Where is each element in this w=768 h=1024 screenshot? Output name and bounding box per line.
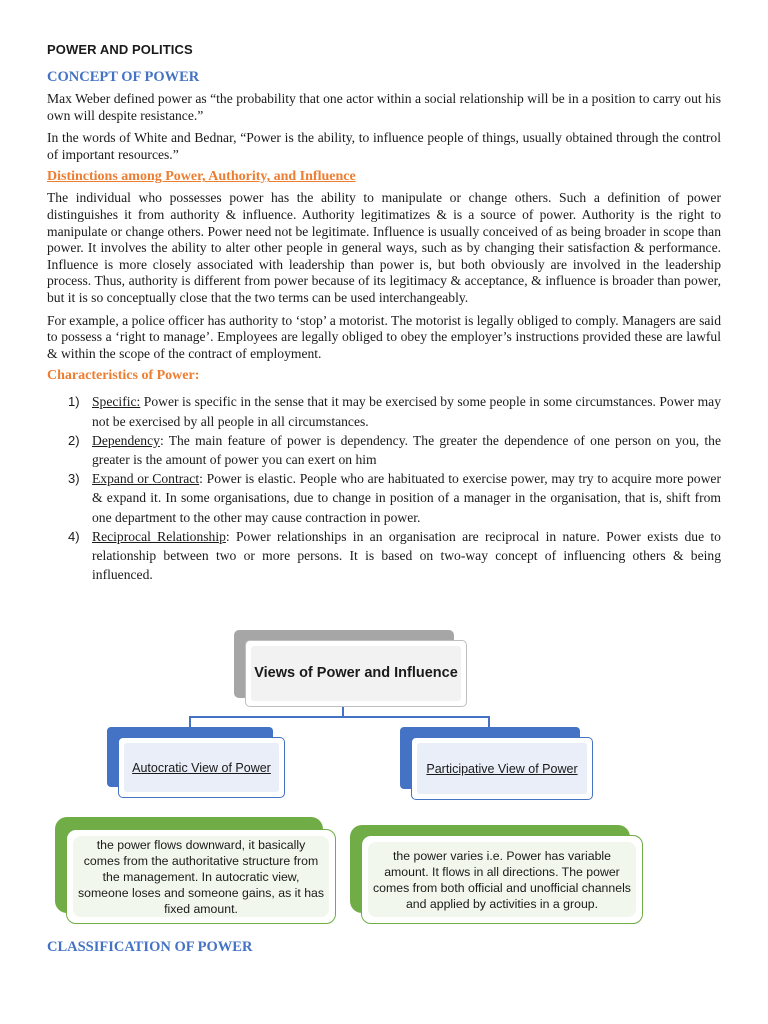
term-description: : Power is elastic. People who are habituated to exercise power, may try to acquire more power & expand it. In some organisations, due to change in position of a manager in the organisation, that is, shift from one department to the other may cause contraction in power. [92,471,721,525]
list-item [68,392,721,430]
participative-description: the power varies i.e. Power has variable amount. It flows in all directions. The power comes from both official and unofficial channels and applied by activities in a group. [373,848,631,911]
characteristics-list [47,392,721,584]
list-number: 4) [68,528,80,544]
participative-view-label: Participative View of Power [426,761,578,776]
term-specific: Specific: [92,394,141,410]
autocratic-node [118,737,285,798]
term-expand-contract: Expand or Contract [92,471,200,487]
diagram-title: Views of Power and Influence [254,665,458,681]
term-dependency: Dependency [92,432,160,448]
term-reciprocal: Reciprocal Relationship [92,528,226,544]
list-item [68,469,721,527]
list-number: 2) [68,432,80,448]
participative-node [411,737,593,800]
distinctions-heading: Distinctions among Power, Authority, and Influence [47,169,356,185]
document-title: POWER AND POLITICS [47,42,193,57]
concept-paragraph-weber: Max Weber defined power as “the probability that one actor within a social relationship will be in a position to carry out his own will despite resistance.” [47,91,721,123]
document-page [47,42,721,584]
characteristics-heading: Characteristics of Power: [47,368,200,384]
concept-paragraph-white-bednar: In the words of White and Bednar, “Power is the ability, to influence people of things, usually obtained through the control of important resources.” [47,130,721,162]
list-item [68,431,721,469]
concept-heading: CONCEPT OF POWER [47,69,200,85]
classification-heading: CLASSIFICATION OF POWER [47,939,253,955]
list-number: 3) [68,471,80,487]
autocratic-description-node [66,829,336,924]
autocratic-description: the power flows downward, it basically comes from the authoritative structure from the management. In autocratic view, someone loses and someone gains, as it has fixed amount. [77,837,325,916]
title-node [245,640,467,707]
connector-horizontal [189,716,490,718]
term-description: Power is specific in the sense that it may be exercised by some people in some circumstances. Power may not be exercised by all people in all circumstances. [92,394,721,429]
distinctions-paragraph: The individual who possesses power has the ability to manipulate or change others. Such a definition of power distinguishes it from authority & influence. Authority legitimatizes & is a source of power. Authority is the right to manipulate or change others. Power need not be legitimate. Influence is usually conceived of as being broader in scope than power. It involves the ability to alter other people in general ways, such as by changing their satisfaction & performance. Influence is more closely associated with leadership than power is, but both obviously are involved in the leadership process. Thus, authority is different from power because of its legitimacy & acceptance, & influence is broader than power, but it is so conceptually close that the two terms can be used interchangeably. [47,190,721,305]
autocratic-view-label: Autocratic View of Power [132,760,271,775]
list-number: 1) [68,394,80,410]
list-item [68,527,721,585]
example-paragraph: For example, a police officer has authority to ‘stop’ a motorist. The motorist is legally obliged to comply. Managers are said to possess a ‘right to manage’. Employees are legally obliged to obey the employer’s instructions provided these are lawful & within the scope of the contract of employment. [47,312,721,361]
participative-description-node [361,835,643,924]
term-description: : The main feature of power is dependency. The greater the dependence of one person on you, the greater is the amount of power you can exert on him [92,432,721,467]
term-description: : Power relationships in an organisation are reciprocal in nature. Power exists due to relationship between two or more persons. It is based on two-way concept of influencing others & being influenced. [92,528,721,583]
